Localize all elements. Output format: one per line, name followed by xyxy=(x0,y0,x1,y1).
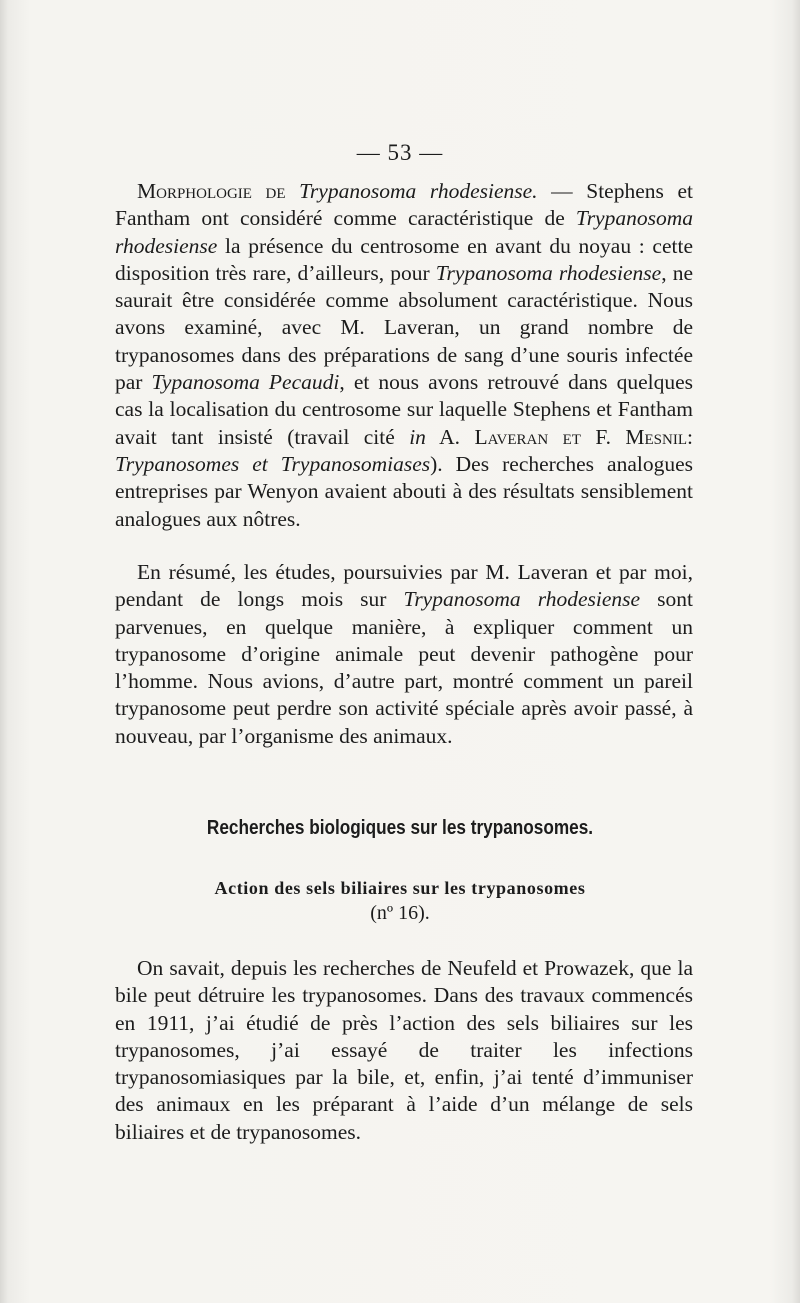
species-name: Trypanosoma rhodesiense xyxy=(403,587,641,612)
text-run: , ne saurait être considérée comme absolument caractéristique. Nous avons examiné, avec M. Laveran, un grand nombre de trypanosomes dans des préparations de sang d’une souris infectée par xyxy=(115,260,693,395)
text-run: sont parvenues, en quelque manière, à expliquer comment un trypanosome d’origine animale peut devenir pathogène pour l’homme. Nous avions, d’autre part, montré comment un pareil trypanosome peut perdre son activité spéciale après avoir passé, à nouveau, par l’organisme des animaux. xyxy=(115,587,693,748)
species-name: Trypanosoma rhodesiense xyxy=(435,260,662,285)
text-run: F. xyxy=(580,424,626,449)
page-number: — 53 — xyxy=(356,140,444,165)
section-heading: Recherches biologiques sur les trypanosomes. xyxy=(206,817,594,839)
paragraph-resume xyxy=(115,559,693,750)
text-run: — Stephens et Fantham ont considéré comme caractéristique de xyxy=(115,179,693,231)
section-subheading: Action des sels biliaires sur les trypanosomes xyxy=(214,878,586,898)
text-run: A. xyxy=(425,424,475,449)
book-title: Trypanosomes et Trypanosomiases xyxy=(115,451,431,476)
paragraph-sels-biliaires xyxy=(115,955,693,1146)
paragraph-morphologie xyxy=(115,178,693,533)
in-word: in xyxy=(409,424,426,449)
lead-small-caps: Morphologie de xyxy=(137,179,286,203)
author-name: Mesnil xyxy=(625,424,688,449)
text-run: , et nous avons retrouvé dans quelques cas la localisation du centrosome sur laquelle Stephens et Fantham avait tant insisté (travail cité xyxy=(115,370,693,449)
text-run: : xyxy=(687,424,693,449)
text-run: ). Des recherches analogues entreprises par Wenyon avaient abouti à des résultats sensiblement analogues aux nôtres. xyxy=(115,451,693,531)
text-run: la présence du centrosome en avant du noyau : cette disposition très rare, d’ailleurs, pour xyxy=(115,233,693,285)
species-name: Trypanosoma rhodesiense xyxy=(115,206,693,258)
species-name: Typanosoma Pecaudi xyxy=(151,370,340,395)
paragraph-text: On savait, depuis les recherches de Neufeld et Prowazek, que la bile peut détruire les trypanosomes. Dans des travaux commencés en 1911, j’ai étudié de près l’action des sels biliaires sur les trypanosomes, j’ai essayé de traiter les infections trypanosomiasiques par la bile, et, enfin, j’ai tenté d’immuniser des animaux en les préparant à l’aide d’un mélange de sels biliaires et de trypanosomes. xyxy=(115,956,693,1144)
lead-italic: Trypanosoma rhodesiense. xyxy=(299,179,538,203)
text-run: En résumé, les études, poursuivies par M. Laveran et par moi, pendant de longs mois sur xyxy=(115,560,693,612)
section-subheading-number: (nº 16). xyxy=(370,902,430,924)
author-name: Laveran et xyxy=(474,424,581,449)
